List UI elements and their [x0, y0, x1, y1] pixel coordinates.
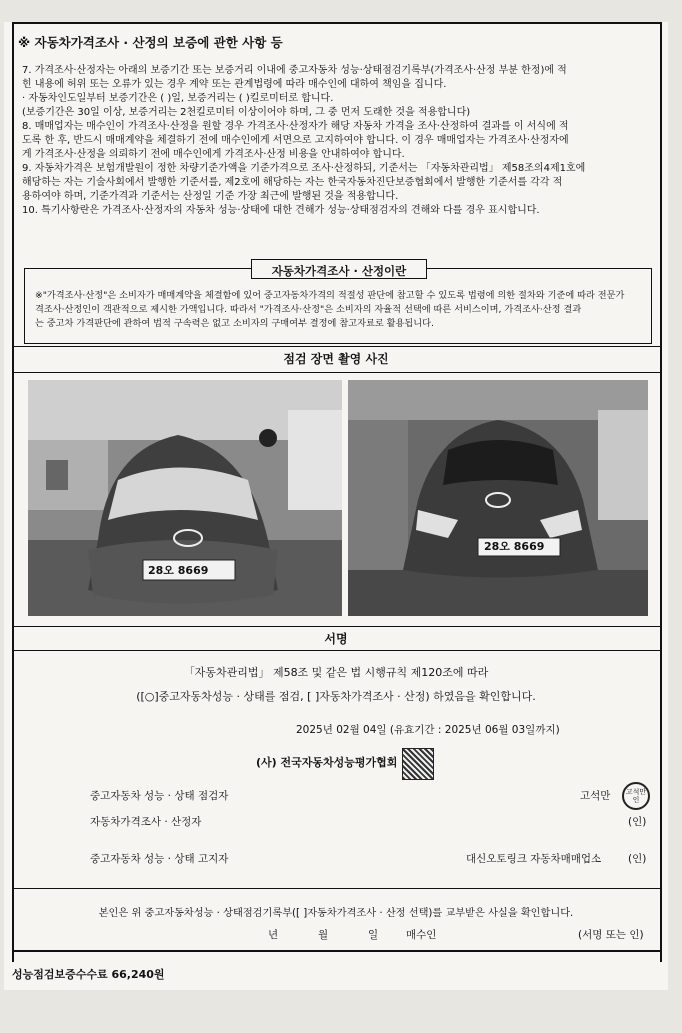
- item-line: 해당하는 자는 기술사회에서 발행한 기준서를, 제2호에 해당하는 자는 한국자동차진단보증협회에서 발행한 기준서를 각각 적: [22, 177, 563, 188]
- item-line: 9. 자동차가격은 보험개발원이 정한 차량기준가액을 기준가격으로 조사·산정하되, 기준서는 「자동차관리법」 제58조의4제1호에: [22, 163, 586, 174]
- appraiser-seal: (인): [628, 816, 647, 828]
- top-border: [12, 22, 660, 24]
- item-line: 힌 내용에 허위 또는 오류가 있는 경우 계약 또는 관계법령에 따라 매수인에 대하여 책임을 집니다.: [22, 79, 447, 90]
- divider: [12, 346, 660, 347]
- item-line: · 자동차인도일부터 보증기간은 ( )일, 보증거리는 ( )킬로미터로 합니다.: [22, 93, 334, 104]
- left-border: [12, 22, 14, 962]
- appraiser-label: 자동차가격조사 · 산정자: [90, 816, 202, 828]
- notifier-label: 중고자동차 성능 · 상태 고지자: [90, 853, 229, 865]
- document-page: [4, 22, 668, 990]
- rear-car-photo: [348, 380, 648, 616]
- definition-line: 격조사·산정인이 객관적으로 제시한 가액입니다. 따라서 "가격조사·산정"은 소비자의 자율적 선택에 따른 서비스이며, 가격조사·산정 결과: [35, 304, 582, 315]
- divider: [12, 626, 660, 627]
- item-line: 게 가격조사·산정을 의뢰하기 전에 매수인에게 가격조사·산정 비용을 안내하여야 합니다.: [22, 149, 405, 160]
- law-line: 「자동차관리법」 제58조 및 같은 법 시행규칙 제120조에 따라: [183, 666, 489, 679]
- fee-line: 성능점검보증수수료 66,240원: [12, 968, 165, 981]
- definition-line: 는 중고차 가격판단에 관하여 법적 구속력은 없고 소비자의 구매여부 결정에 참고자료로 활용됩니다.: [35, 318, 434, 329]
- bottom-border: [12, 950, 662, 952]
- rear-plate: 28오 8669: [484, 540, 545, 553]
- notifier-name: 대신오토링크 자동차매매업소: [466, 853, 602, 865]
- front-car-photo: [28, 380, 342, 616]
- date-line: 2025년 02월 04일 (유효기간 : 2025년 06월 03일까지): [296, 724, 560, 736]
- receipt-line: 본인은 위 중고자동차성능 · 상태점검기록부([ ]자동차가격조사 · 산정 선택)를 교부받은 사실을 확인합니다.: [98, 908, 574, 919]
- item-line: 8. 매매업자는 매수인이 가격조사·산정을 원할 경우 가격조사·산정자가 해당 자동차 가격을 조사·산정하여 결과를 이 서식에 적: [22, 121, 569, 132]
- definition-title-box: [251, 259, 427, 279]
- section-title: ※ 자동차가격조사 · 산정의 보증에 관한 사항 등: [18, 35, 283, 50]
- notifier-seal: (인): [628, 853, 647, 865]
- confirm-line: ([○]중고자동차성능 · 상태를 점검, [ ]자동차가격조사 · 산정) 하였음을 확인합니다.: [136, 690, 536, 703]
- definition-line: ※"가격조사·산정"은 소비자가 매매계약을 체결함에 있어 중고자동차가격의 적절성 판단에 참고할 수 있도록 법령에 의한 절차와 기준에 따라 전문가: [35, 290, 625, 301]
- association-seal: [402, 748, 434, 780]
- item-line: (보증기간은 30일 이상, 보증거리는 2천킬로미터 이상이어야 하며, 그 중 먼저 도래한 것을 적용합니다): [22, 107, 471, 118]
- receipt-year: 년: [268, 929, 279, 941]
- association-name: (사) 전국자동차성능평가협회: [256, 756, 398, 769]
- inspector-stamp: [622, 782, 650, 810]
- item-line: 7. 가격조사·산정자는 아래의 보증기간 또는 보증거리 이내에 중고자동차 성능·상태점검기록부(가격조사·산정 부분 한정)에 적: [22, 65, 567, 76]
- item-line: 용하여야 하며, 기준가격과 기준서는 산정일 기준 가장 최근에 발행된 것을 적용합니다.: [22, 191, 399, 202]
- stamp-text: 고석만인: [625, 788, 647, 804]
- definition-text: [35, 289, 624, 331]
- item-line: 도록 한 후, 반드시 매매계약을 체결하기 전에 매수인에게 서면으로 고지하여야 합니다. 이 경우 매매업자는 가격조사·산정자에: [22, 135, 569, 146]
- inspector-name: 고석만: [580, 790, 611, 802]
- sign-header: 서명: [324, 632, 348, 646]
- receipt-buyer: 매수인: [406, 929, 437, 941]
- inspector-label: 중고자동차 성능 · 상태 점검자: [90, 790, 229, 802]
- item-line: 10. 특기사항란은 가격조사·산정자의 자동차 성능·상태에 대한 견해가 성능·상태점검자의 견해와 다를 경우 표시합니다.: [22, 205, 540, 216]
- rear-car-image: [348, 380, 648, 616]
- divider: [12, 372, 660, 373]
- receipt-sign: (서명 또는 인): [578, 929, 644, 941]
- photo-header: 점검 장면 촬영 사진: [283, 352, 389, 366]
- receipt-day: 일: [368, 929, 379, 941]
- definition-title: 자동차가격조사 · 산정이란: [271, 264, 407, 278]
- right-border: [660, 22, 662, 962]
- front-car-image: [28, 380, 342, 616]
- definition-box: [24, 264, 652, 344]
- divider: [12, 650, 660, 651]
- receipt-month: 월: [318, 929, 329, 941]
- front-plate: 28오 8669: [148, 564, 209, 577]
- divider: [12, 888, 660, 889]
- notice-items: [22, 64, 585, 218]
